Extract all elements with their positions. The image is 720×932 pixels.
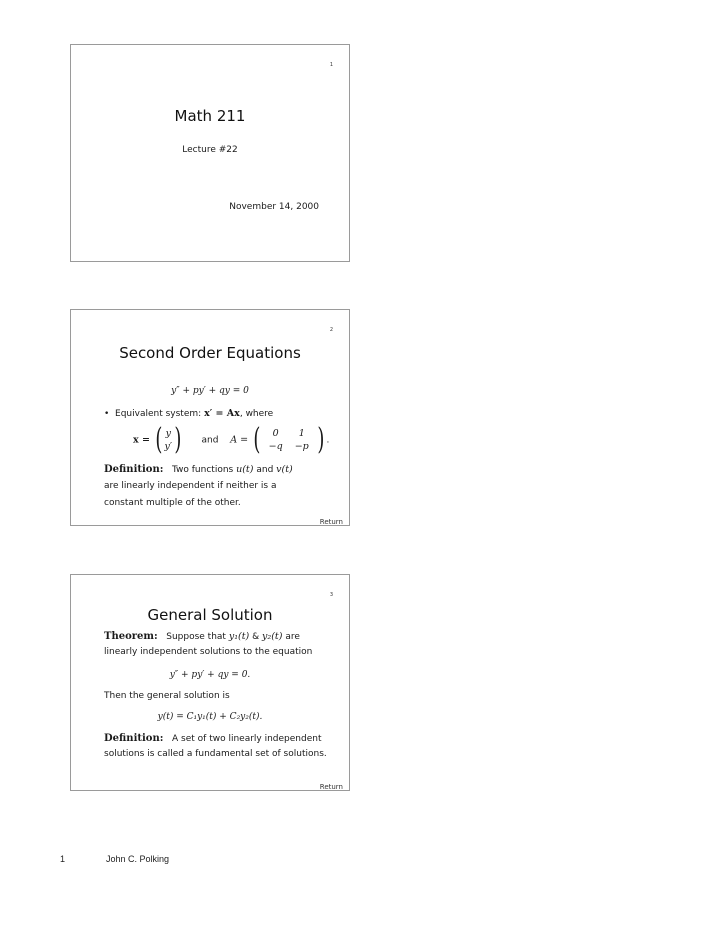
theorem-text-end: are (285, 632, 300, 642)
left-paren-icon: ( (155, 422, 163, 457)
ode-equation: y″ + py′ + qy = 0. (169, 670, 251, 680)
theorem-label: Theorem: (104, 631, 158, 642)
matrix-cell: −p (294, 441, 309, 452)
a-matrix (263, 427, 315, 453)
slide-2 (70, 309, 350, 526)
return-link[interactable]: Return (319, 783, 343, 791)
lecture-date: November 14, 2000 (229, 202, 319, 212)
matrix-cell: −q (268, 441, 283, 452)
matrix-cell: 1 (298, 428, 305, 439)
x-vector (165, 427, 173, 453)
bullet-suffix: , where (239, 409, 274, 419)
definition-line-1 (104, 464, 293, 475)
slide-title: General Solution (147, 606, 273, 624)
return-link[interactable]: Return (319, 518, 343, 526)
left-paren-icon: ( (253, 422, 261, 457)
a-period: . (326, 435, 330, 446)
definition-line-2: solutions is called a fundamental set of solutions. (104, 749, 327, 759)
definition-line-3: constant multiple of the other. (104, 498, 241, 508)
bullet-text: Equivalent system: (115, 409, 202, 419)
theorem-ampersand: & (252, 632, 260, 642)
footer-author: John C. Polking (106, 854, 170, 864)
definition-line-2: are linearly independent if neither is a (104, 481, 277, 491)
x-vector-bottom: y′ (164, 441, 173, 452)
definition-text: A set of two linearly independent (172, 734, 322, 744)
definition-line-1 (104, 733, 322, 744)
system-equation: x′ = Ax (204, 408, 240, 419)
bullet-item (104, 408, 273, 419)
function-u: u(t) (236, 464, 254, 475)
bullet-icon: • (104, 409, 116, 419)
x-lhs: x = (133, 434, 150, 446)
x-vector-top: y (165, 428, 171, 439)
and-word: and (201, 435, 219, 446)
matrix-definitions (133, 422, 330, 457)
footer-page-number: 1 (60, 854, 66, 864)
slide-page-number: 2 (329, 327, 333, 333)
right-paren-icon: ) (317, 422, 325, 457)
ode-equation: y″ + py′ + qy = 0 (171, 386, 249, 396)
lecture-number: Lecture #22 (182, 145, 238, 155)
slide-page-number: 1 (329, 62, 333, 68)
slide-3 (70, 574, 350, 791)
general-solution-equation: y(t) = C₁y₁(t) + C₂y₂(t). (157, 712, 263, 722)
function-v: v(t) (276, 464, 293, 475)
definition-text: Two functions (172, 465, 234, 475)
definition-and: and (256, 465, 274, 475)
definition-label: Definition: (104, 733, 164, 744)
slide-1 (70, 44, 350, 262)
theorem-text: Suppose that (166, 632, 226, 642)
then-text: Then the general solution is (104, 691, 230, 701)
function-y1: y₁(t) (228, 631, 250, 642)
right-paren-icon: ) (174, 422, 182, 457)
theorem-line-2: linearly independent solutions to the equation (104, 647, 313, 657)
definition-label: Definition: (104, 464, 164, 475)
theorem-line-1 (104, 631, 300, 642)
a-lhs: A = (230, 434, 249, 446)
slide-page-number: 3 (329, 592, 333, 598)
slide-title: Second Order Equations (119, 344, 301, 362)
function-y2: y₂(t) (262, 631, 283, 642)
slide-title: Math 211 (174, 107, 246, 125)
matrix-cell: 0 (272, 428, 279, 439)
